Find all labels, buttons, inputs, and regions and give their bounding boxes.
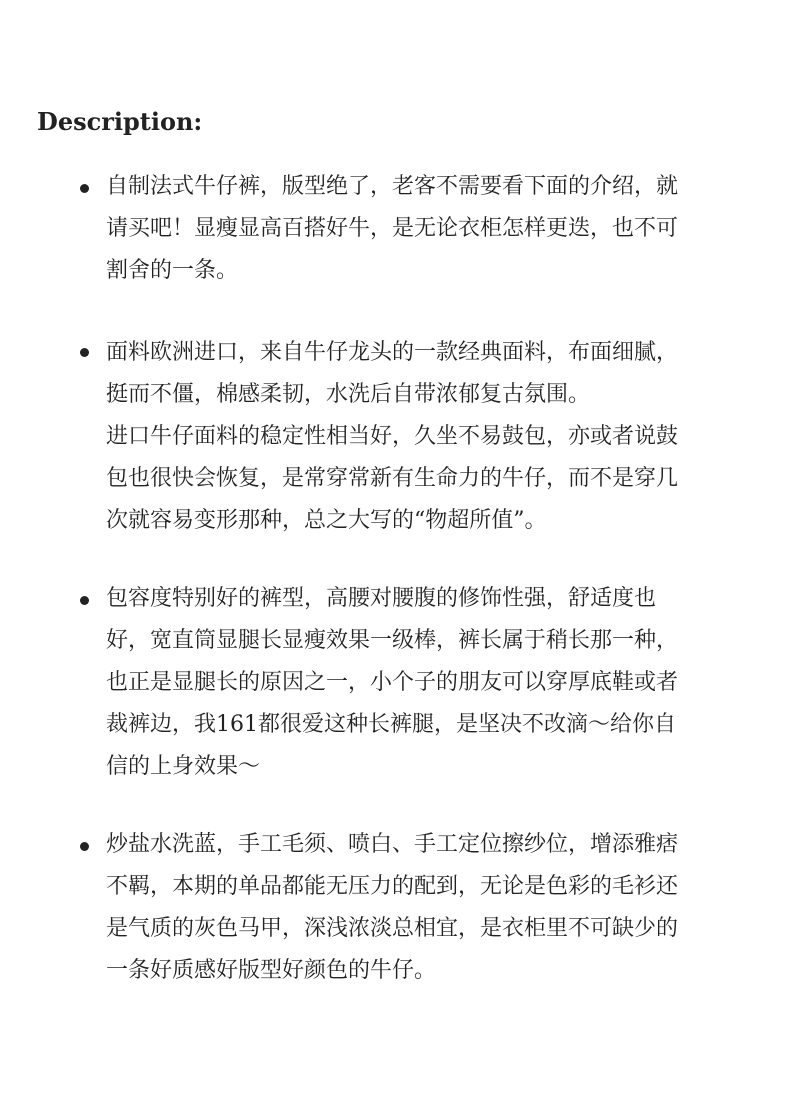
text-line: 好，宽直筒显腿长显瘦效果一级棒，裤长属于稍长那一种， [106,628,679,653]
text-line: 包容度特别好的裤型，高腰对腰腹的修饰性强，舒适度也 [106,586,657,611]
bullet-icon [80,184,89,193]
text-line: 包也很快会恢复，是常穿常新有生命力的牛仔，而不是穿几 [106,466,679,491]
list-item-text [106,578,726,788]
description-heading: Description: [37,107,203,136]
text-line: 请买吧！显瘦显高百搭好牛，是无论衣柜怎样更迭，也不可 [106,216,679,241]
text-line: 也正是显腿长的原因之一，小个子的朋友可以穿厚底鞋或者 [106,670,679,695]
list-item-text [106,824,726,992]
text-line: 自制法式牛仔裤，版型绝了，老客不需要看下面的介绍，就 [106,174,679,199]
text-line: 裁裤边，我161都很爱这种长裤腿，是坚决不改滴～给你自 [106,712,676,737]
bullet-icon [80,842,89,851]
list-item-text [106,166,726,292]
text-line: 一条好质感好版型好颜色的牛仔。 [106,958,437,983]
text-line: 割舍的一条。 [106,258,239,283]
text-line: 次就容易变形那种，总之大写的“物超所值”。 [106,508,547,533]
text-line: 面料欧洲进口，来自牛仔龙头的一款经典面料，布面细腻， [106,340,679,365]
text-line: 进口牛仔面料的稳定性相当好，久坐不易鼓包，亦或者说鼓 [106,424,679,449]
bullet-icon [80,348,89,357]
bullet-icon [80,596,89,605]
text-line: 是气质的灰色马甲，深浅浓淡总相宜，是衣柜里不可缺少的 [106,916,679,941]
text-line: 不羁，本期的单品都能无压力的配到，无论是色彩的毛衫还 [106,874,679,899]
list-item-text [106,332,726,542]
text-line: 挺而不僵，棉感柔韧，水洗后自带浓郁复古氛围。 [106,382,591,407]
text-line: 信的上身效果～ [106,754,261,779]
text-line: 炒盐水洗蓝，手工毛须、喷白、手工定位擦纱位，增添雅痞 [106,832,679,857]
